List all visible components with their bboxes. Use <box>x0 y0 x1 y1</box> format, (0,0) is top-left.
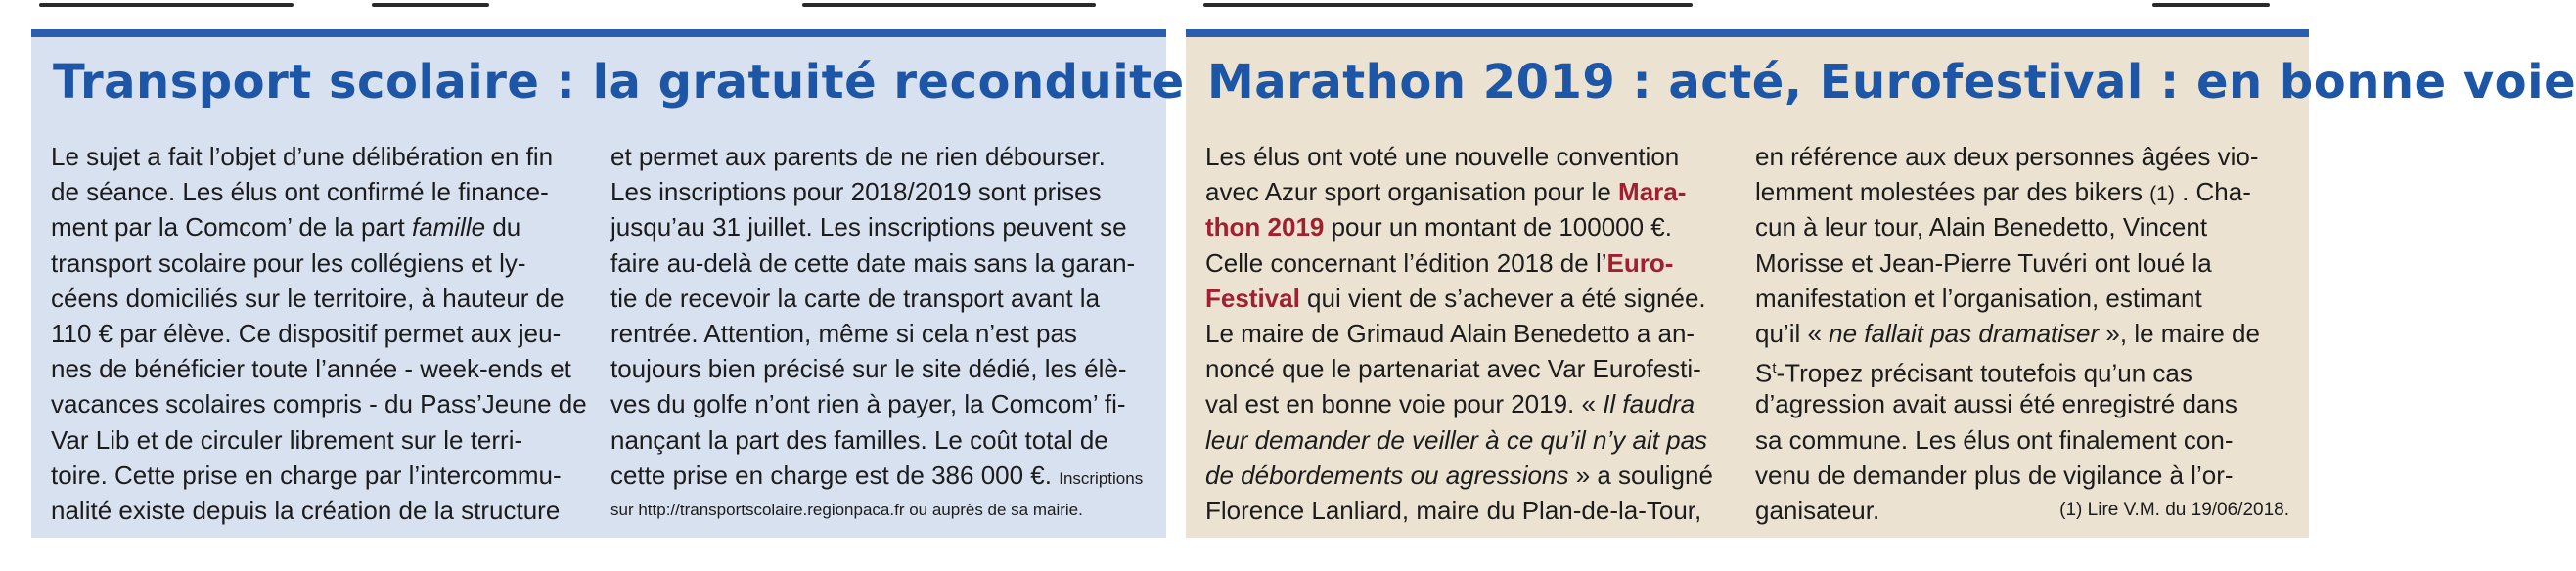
article-column-2 <box>1755 139 2293 528</box>
text-line: nalité existe depuis la création de la structure <box>51 495 561 525</box>
text-line: $S^t$-Tropez précisant toutefois qu’un cas <box>1755 358 2192 388</box>
text-line: céens domiciliés sur le territoire, à hauteur de <box>51 283 565 313</box>
text-line: thon 2019 pour un montant de 100000 €. <box>1205 212 1672 242</box>
text-line: Festival qui vient de s’achever a été signée. <box>1205 283 1706 313</box>
text-line: qu’il « ne fallait pas dramatiser », le maire de <box>1755 318 2260 348</box>
article-column-1 <box>1205 139 1713 528</box>
text-line: venu de demander plus de vigilance à l’or- <box>1755 460 2234 490</box>
text-line: transport scolaire pour les collégiens et ly- <box>51 247 526 278</box>
text-line: ment par la Comcom’ de la part famille du <box>51 212 521 242</box>
text-line: Le maire de Grimaud Alain Benedetto a an- <box>1205 318 1695 348</box>
text-line: manifestation et l’organisation, estimant <box>1755 283 2202 313</box>
text-line: Morisse et Jean-Pierre Tuvéri ont loué la <box>1755 247 2212 278</box>
text-line: Florence Lanliard, maire du Plan-de-la-Tour, <box>1205 495 1702 525</box>
text-line: vacances scolaires compris - du Pass’Jeune de <box>51 389 587 419</box>
article-column-2 <box>610 139 1143 528</box>
text-line: val est en bonne voie pour 2019. « Il faudra <box>1205 389 1695 419</box>
text-line: avec Azur sport organisation pour le Mara- <box>1205 177 1687 207</box>
inscriptions-label: Inscriptions <box>1059 468 1144 488</box>
cost-sentence: cette prise en charge est de 386 000 €. <box>610 460 1052 490</box>
closing-word: ganisateur. <box>1755 495 1880 525</box>
text-line: Le sujet a fait l’objet d’une délibération en fin <box>51 142 554 171</box>
text-line <box>610 458 1143 493</box>
text-line: Les inscriptions pour 2018/2019 sont prises <box>610 177 1102 207</box>
text-line: de débordements ou agressions » a souligné <box>1205 460 1713 490</box>
text-line: noncé que le partenariat avec Var Eurofesti- <box>1205 354 1701 384</box>
text-line: lemment molestées par des bikers (1) . Cha- <box>1755 177 2251 207</box>
text-line: et permet aux parents de ne rien débourser. <box>610 142 1106 171</box>
text-line: jusqu’au 31 juillet. Les inscriptions peuvent se <box>610 212 1127 242</box>
text-line: sa commune. Les élus ont finalement con- <box>1755 424 2234 455</box>
text-line: rentrée. Attention, même si cela n’est pas <box>610 318 1077 348</box>
text-line: tie de recevoir la carte de transport avant la <box>610 283 1101 313</box>
text-line: faire au-delà de cette date mais sans la garan- <box>610 247 1136 278</box>
article-marathon-eurofestival <box>1186 29 2576 538</box>
text-line: Var Lib et de circuler librement sur le terri- <box>51 424 523 455</box>
text-line <box>1755 493 2293 528</box>
registration-url-line: sur http://transportscolaire.regionpaca.fr ou auprès de sa mairie. <box>610 500 1083 519</box>
text-line: de séance. Les élus ont confirmé le finance- <box>51 177 549 207</box>
text-line: ves du golfe n’ont rien à payer, la Comcom’ fi- <box>610 389 1126 419</box>
text-line: cun à leur tour, Alain Benedetto, Vincent <box>1755 212 2208 242</box>
text-line: toire. Cette prise en charge par l’intercommu- <box>51 460 562 490</box>
text-line: toujours bien précisé sur le site dédié, les élè- <box>610 354 1127 384</box>
footnote: (1) Lire V.M. du 19/06/2018. <box>2059 499 2289 520</box>
article-transport-scolaire <box>31 29 1185 538</box>
article-column-1 <box>51 139 587 528</box>
text-line: leur demander de veiller à ce qu’il n’y ait pas <box>1205 424 1708 455</box>
article-title: Marathon 2019 : acté, Eurofestival : en bonne voie <box>1207 55 2576 110</box>
text-line: Celle concernant l’édition 2018 de l’Euro- <box>1205 247 1674 278</box>
top-edge-strip <box>0 0 2336 12</box>
text-line: nançant la part des familles. Le coût total de <box>610 424 1108 455</box>
text-line: en référence aux deux personnes âgées vio- <box>1755 142 2259 171</box>
text-line: 110 € par élève. Ce dispositif permet aux jeu- <box>51 318 562 348</box>
text-line: d’agression avait aussi été enregistré dans <box>1755 389 2237 419</box>
text-line: Les élus ont voté une nouvelle convention <box>1205 142 1680 171</box>
article-title: Transport scolaire : la gratuité reconduite <box>53 55 1185 110</box>
text-line: nes de bénéficier toute l’année - week-ends et <box>51 354 571 384</box>
